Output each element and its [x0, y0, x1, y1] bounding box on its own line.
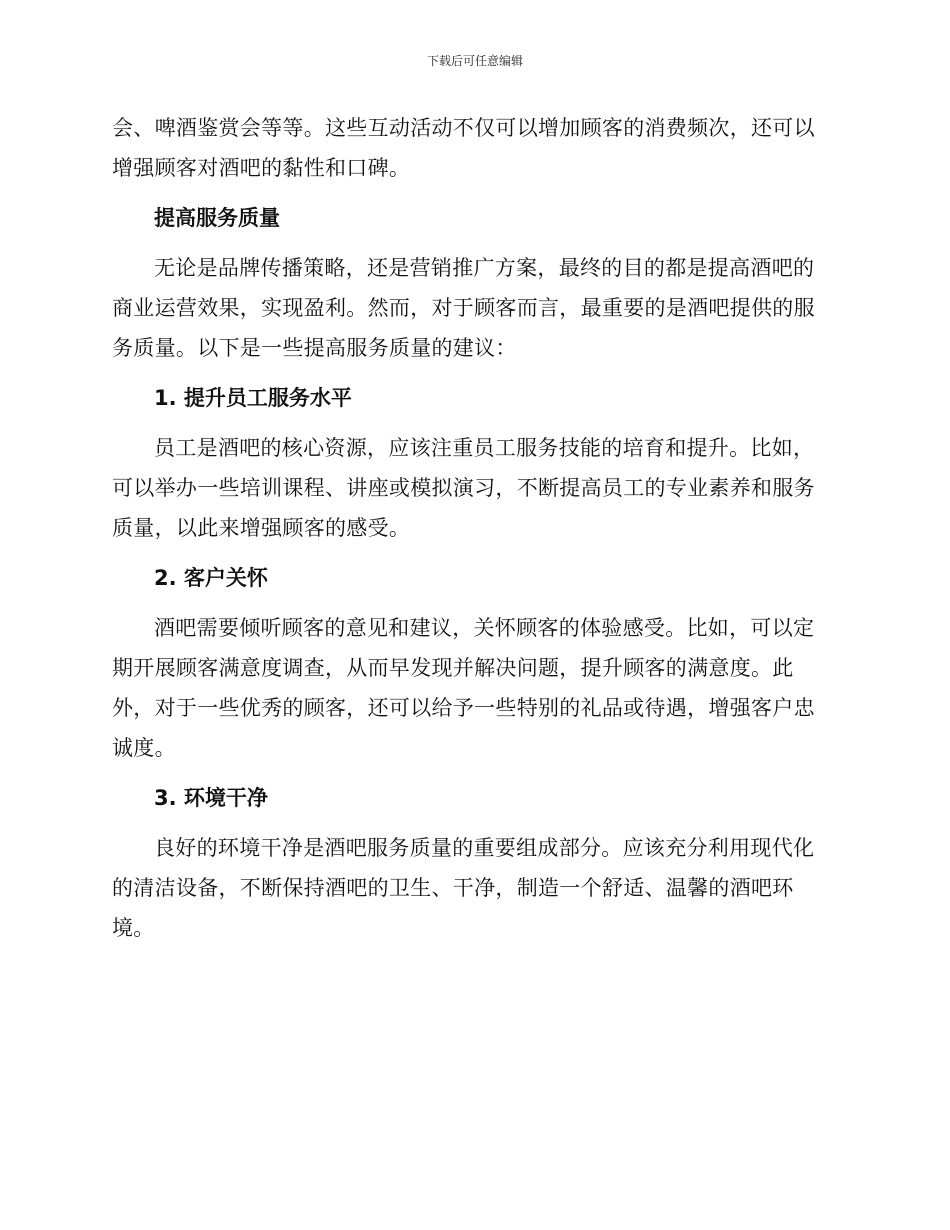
- paragraph-clean-environment: [112, 828, 832, 948]
- text-line: 期开展顾客满意度调查，从而早发现并解决问题，提升顾客的满意度。此: [112, 656, 794, 680]
- paragraph-service-intro: [112, 248, 832, 368]
- text-line: 会、啤酒鉴赏会等等。这些互动活动不仅可以增加顾客的消费频次，还可以: [112, 116, 815, 140]
- header-note: 下载后可任意编辑: [426, 54, 523, 68]
- subheading-staff-service: 1. 提升员工服务水平: [154, 386, 352, 410]
- subheading-clean-environment: 3. 环境干净: [154, 786, 268, 810]
- subheading-customer-care: 2. 客户关怀: [154, 566, 268, 590]
- text-line: 诚度。: [112, 736, 176, 760]
- document-body: [112, 108, 832, 958]
- text-line: 员工是酒吧的核心资源，应该注重员工服务技能的培育和提升。比如，: [154, 436, 815, 460]
- text-line: 的清洁设备，不断保持酒吧的卫生、干净，制造一个舒适、温馨的酒吧环: [112, 876, 794, 900]
- text-line: 无论是品牌传播策略，还是营销推广方案，最终的目的都是提高酒吧的: [154, 256, 815, 280]
- text-line: 商业运营效果，实现盈利。然而，对于顾客而言，最重要的是酒吧提供的服: [112, 296, 815, 320]
- paragraph-activities-cont: [112, 108, 832, 188]
- text-line: 质量，以此来增强顾客的感受。: [112, 516, 411, 540]
- text-line: 酒吧需要倾听顾客的意见和建议，关怀顾客的体验感受。比如，可以定: [154, 616, 815, 640]
- text-line: 境。: [112, 916, 155, 940]
- text-line: 外，对于一些优秀的顾客，还可以给予一些特别的礼品或待遇，增强客户忠: [112, 696, 815, 720]
- text-line: 增强顾客对酒吧的黏性和口碑。: [112, 156, 411, 180]
- paragraph-staff-service: [112, 428, 832, 548]
- text-line: 可以举办一些培训课程、讲座或模拟演习，不断提高员工的专业素养和服务: [112, 476, 815, 500]
- paragraph-customer-care: [112, 608, 832, 768]
- section-heading-service-quality: 提高服务质量: [154, 206, 280, 230]
- text-line: 良好的环境干净是酒吧服务质量的重要组成部分。应该充分利用现代化: [154, 836, 815, 860]
- text-line: 务质量。以下是一些提高服务质量的建议：: [112, 336, 517, 360]
